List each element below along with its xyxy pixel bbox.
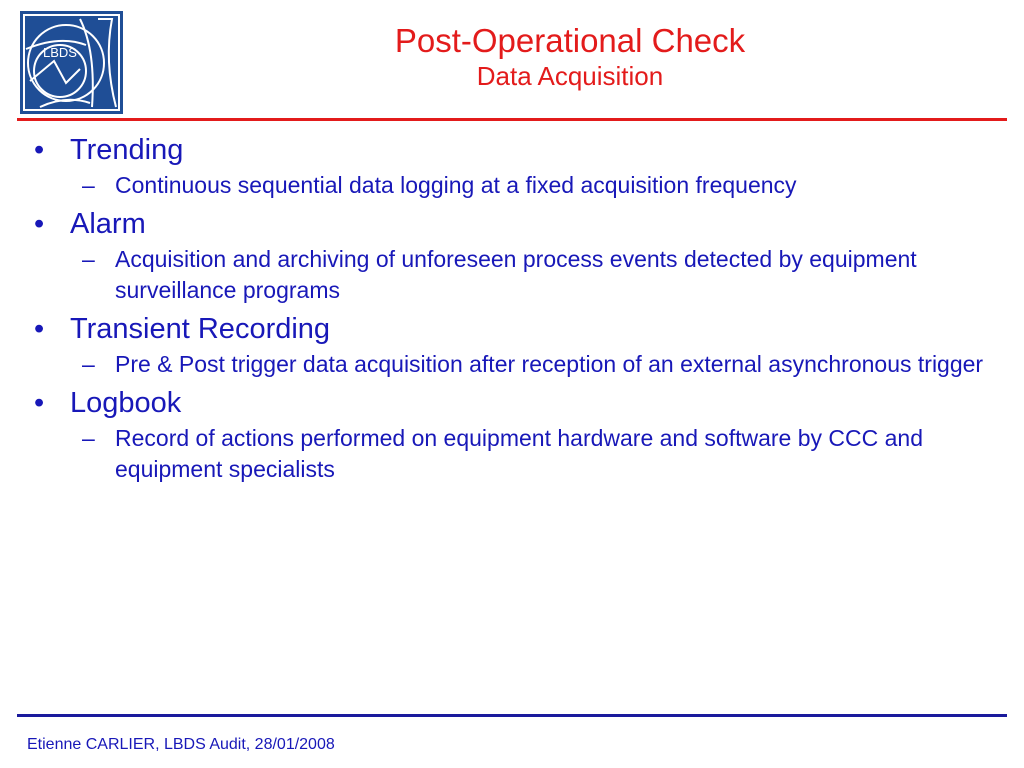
sub-bullet-text: Pre & Post trigger data acquisition after reception of an external asynchronous trigger [115, 351, 984, 377]
lbds-logo [20, 11, 123, 114]
bullet-marker: • [34, 387, 45, 419]
dash-marker: – [82, 351, 95, 377]
bullet-item-logbook [30, 383, 1005, 485]
dash-marker: – [82, 172, 95, 198]
bullet-item-transient-recording [30, 309, 1005, 380]
bullet-text: Logbook [70, 387, 182, 419]
sub-bullet [82, 244, 1005, 306]
title-divider [17, 118, 1007, 121]
footer-divider [17, 714, 1007, 717]
sub-bullet-text: Continuous sequential data logging at a fixed acquisition frequency [115, 172, 797, 198]
bullet-marker: • [34, 208, 45, 240]
bullet-level1 [30, 309, 1005, 349]
bullet-text: Trending [70, 134, 184, 166]
sub-bullet [82, 423, 1005, 485]
bullet-marker: • [34, 313, 45, 345]
sub-bullet-text: Record of actions performed on equipment hardware and software by CCC and equipment specialists [115, 425, 923, 482]
lbds-logo-graphic [20, 11, 123, 114]
slide-subtitle: Data Acquisition [476, 61, 664, 91]
dash-marker: – [82, 425, 95, 451]
bullet-level1 [30, 130, 1005, 170]
bullet-level1 [30, 204, 1005, 244]
dash-marker: – [82, 246, 95, 272]
bullet-text: Alarm [70, 208, 146, 240]
slide-title: Post-Operational Check [394, 22, 746, 59]
bullet-item-trending [30, 130, 1005, 201]
bullet-level1 [30, 383, 1005, 423]
sub-bullet-text: Acquisition and archiving of unforeseen process events detected by equipment surveillance programs [115, 246, 917, 303]
bullet-text: Transient Recording [70, 313, 331, 345]
title-block [130, 22, 1010, 92]
bullet-list [30, 130, 1005, 488]
sub-bullet [82, 170, 1005, 201]
sub-bullet [82, 349, 1005, 380]
bullet-marker: • [34, 134, 45, 166]
bullet-item-alarm [30, 204, 1005, 306]
footer-text: Etienne CARLIER, LBDS Audit, 28/01/2008 [27, 736, 335, 753]
logo-text: LBDS [43, 45, 77, 60]
